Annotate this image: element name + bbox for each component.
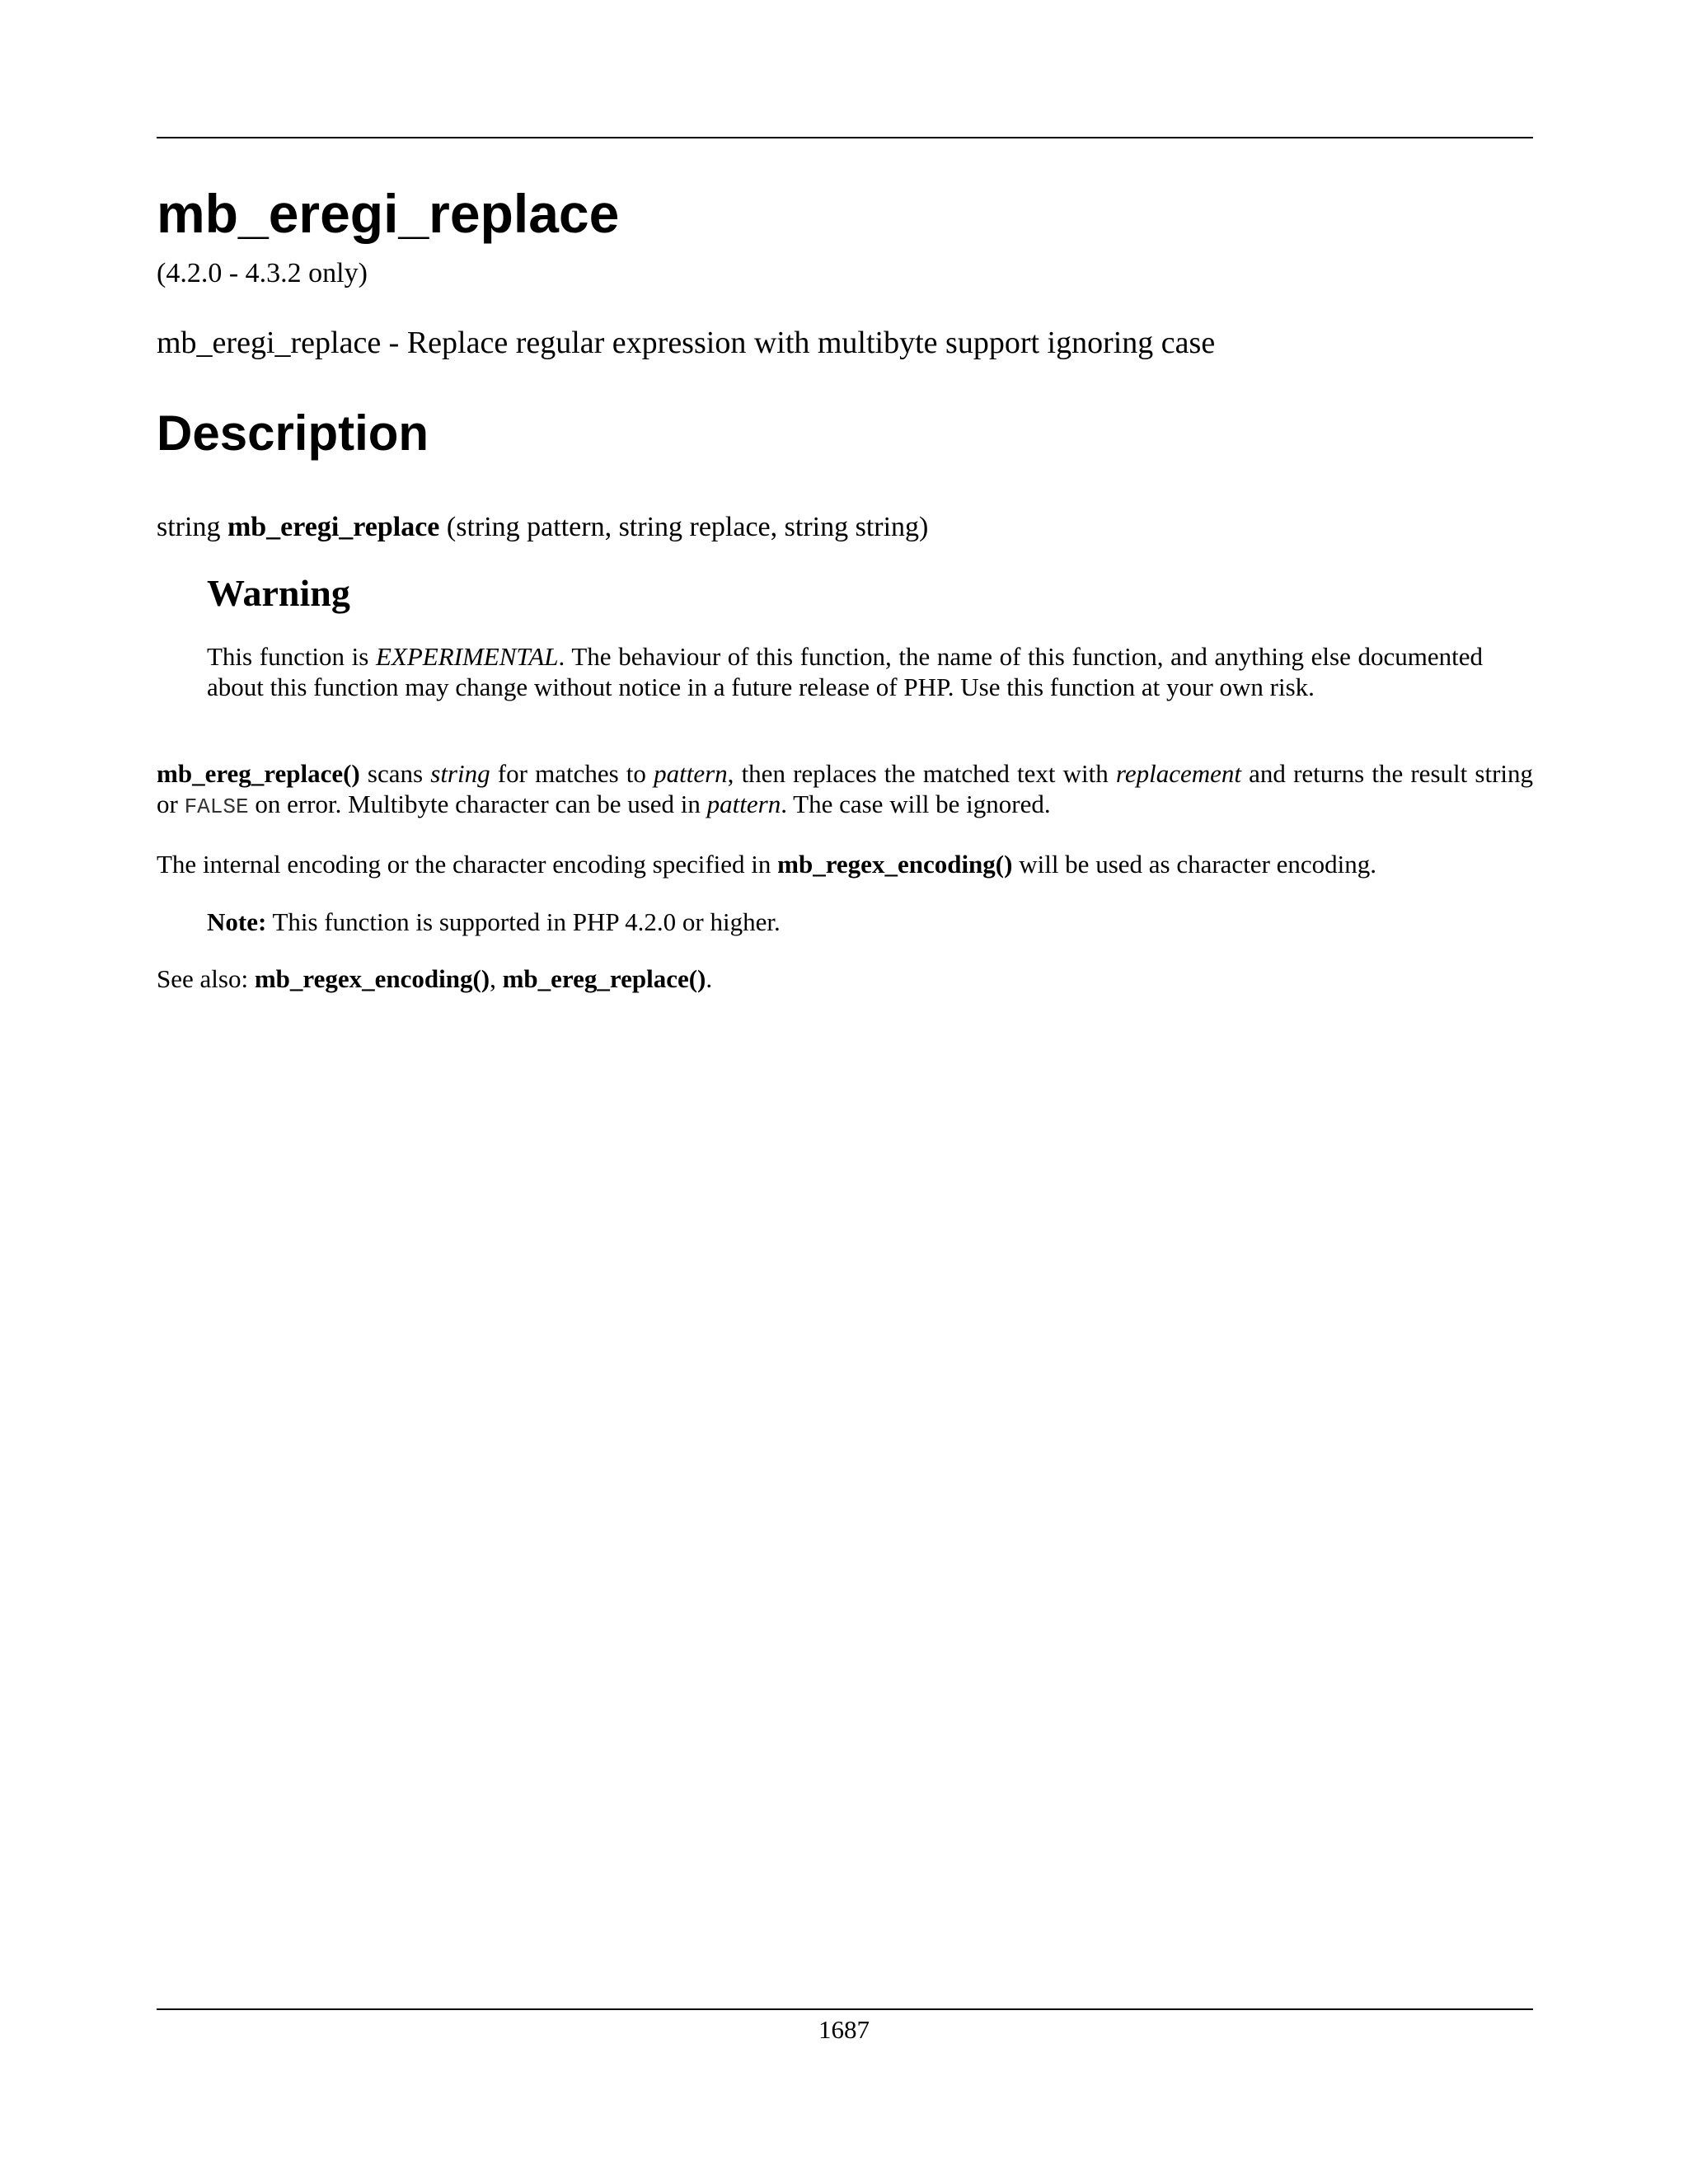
constant-false: FALSE — [184, 794, 249, 819]
synopsis-params: (string pattern, string replace, string string) — [446, 512, 929, 542]
warning-text — [207, 641, 1483, 702]
see-also-end: . — [706, 964, 713, 993]
paragraph-text: on error. Multibyte character can be used in — [248, 790, 707, 818]
page-number: 1687 — [818, 2015, 870, 2044]
warning-heading: Warning — [207, 572, 350, 614]
paragraph-text: . The case will be ignored. — [781, 790, 1051, 818]
refname-purpose: mb_eregi_replace - Replace regular expression with multibyte support ignoring case — [157, 326, 1216, 360]
paragraph-text: The internal encoding or the character encoding specified in — [157, 850, 778, 879]
paragraph-text: , then replaces the matched text with — [727, 759, 1116, 788]
description-paragraph — [157, 758, 1533, 823]
see-also-separator: , — [490, 964, 503, 993]
function-ref: mb_ereg_replace() — [157, 759, 360, 788]
header-rule — [157, 137, 1533, 138]
note-text: This function is supported in PHP 4.2.0 or higher. — [266, 907, 781, 936]
see-also-link-mb-regex-encoding[interactable]: mb_regex_encoding() — [254, 964, 490, 993]
warning-text-part: This function is — [207, 642, 376, 671]
paragraph-text: scans — [359, 759, 431, 788]
paragraph-text: and returns the result string or — [157, 759, 1534, 818]
function-ref: mb_regex_encoding() — [777, 850, 1013, 879]
synopsis-return-type: string — [157, 512, 221, 542]
synopsis-function-name: mb_eregi_replace — [227, 512, 440, 542]
paragraph-text: will be used as character encoding. — [1012, 850, 1377, 879]
page-title: mb_eregi_replace — [157, 183, 620, 244]
footer-rule — [157, 2008, 1533, 2010]
warning-emphasis: EXPERIMENTAL — [375, 642, 559, 671]
note-label: Note: — [207, 907, 267, 936]
warning-text-part: . The behaviour of this function, the name of this function, and anything else documented about this function may change without notice in a future release of PHP. Use this function at your own risk. — [207, 642, 1483, 701]
param-ref: replacement — [1115, 759, 1241, 788]
encoding-paragraph — [157, 849, 1533, 879]
function-synopsis — [157, 511, 928, 545]
paragraph-text: for matches to — [490, 759, 654, 788]
param-ref: pattern — [654, 759, 728, 788]
version-info: (4.2.0 - 4.3.2 only) — [157, 258, 368, 288]
description-heading: Description — [157, 405, 429, 461]
param-ref: string — [430, 759, 490, 788]
note — [207, 907, 781, 937]
see-also-link-mb-ereg-replace[interactable]: mb_ereg_replace() — [502, 964, 706, 993]
see-also — [157, 963, 1533, 994]
see-also-label: See also: — [157, 964, 255, 993]
param-ref: pattern — [706, 790, 781, 818]
